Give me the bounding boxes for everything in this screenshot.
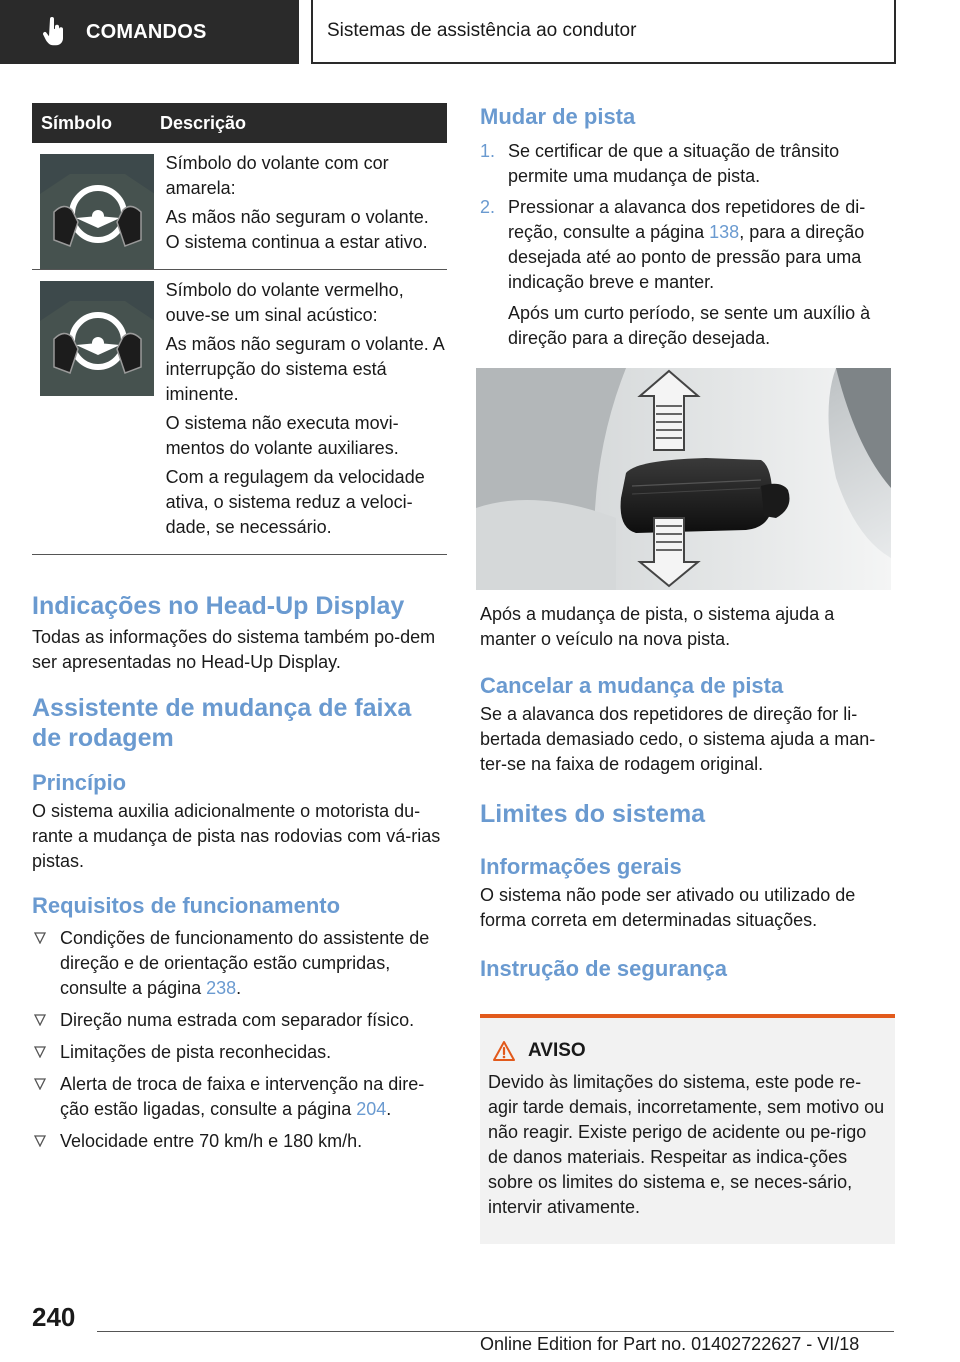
- list-item: Velocidade entre 70 km/h e 180 km/h.: [32, 1129, 447, 1154]
- general-text: O sistema não pode ser ativado ou utilizado de forma correta em determinadas situações.: [480, 885, 856, 930]
- triangle-bullet-icon: [34, 1078, 46, 1090]
- heading-lane-assistant: Assistente de mudança de faixa de rodagem: [32, 694, 412, 752]
- left-column: [32, 591, 447, 1161]
- column-description: Descrição: [160, 112, 247, 133]
- list-item: Alerta de troca de faixa e intervenção na dire-ção estão ligadas, consulte a página 204.: [32, 1072, 447, 1122]
- heading-hud: Indicações no Head-Up Display: [32, 592, 405, 620]
- section-title: COMANDOS: [86, 20, 207, 43]
- warning-text: Devido às limitações do sistema, este pode re-agir tarde demais, incorretamente, sem motivo ou não reagir. Existe perigo de acidente ou pe-rigo de danos materiais. Respeitar as indica-ções sobre os limites do sistema e, se neces-sário, intervir ativamente.: [488, 1072, 885, 1217]
- triangle-bullet-icon: [34, 1014, 46, 1026]
- edition-text: Online Edition for Part no. 01402722627 - VI/18: [480, 1334, 860, 1354]
- hud-text: Todas as informações do sistema também po-dem ser apresentadas no Head-Up Display.: [32, 627, 436, 672]
- page-number: 240: [32, 1302, 76, 1332]
- page-link[interactable]: 238: [206, 978, 237, 998]
- section-tab: [0, 0, 299, 64]
- list-item: Condições de funcionamento do assistente de direção e de orientação estão cumpridas, consulte a página 238.: [32, 926, 447, 1001]
- chapter-header: [311, 0, 896, 64]
- symbol-table: [32, 103, 447, 555]
- right-column-top: [480, 103, 895, 357]
- heading-principle: Princípio: [32, 770, 127, 795]
- heading-safety: Instrução de segurança: [480, 956, 727, 981]
- table-row: [32, 270, 447, 555]
- column-symbol: Símbolo: [41, 112, 112, 133]
- row-description: Símbolo do volante vermelho, ouve-se um sinal acústico: As mãos não seguram o volante. A interrupção do sistema está iminente. O sistema não executa movi-mentos do volante auxiliares. Com a regulagem da velocidade ativa, o sistema reduz a veloci-dade, se necessário.: [165, 280, 444, 537]
- table-header: [32, 103, 447, 143]
- principle-text: O sistema auxilia adicionalmente o motorista du-rante a mudança de pista nas rodovias com vá-rias pistas.: [32, 801, 441, 871]
- heading-general-info: Informações gerais: [480, 854, 682, 879]
- heading-limits: Limites do sistema: [480, 800, 706, 828]
- steps-list: [480, 139, 895, 351]
- list-item: Direção numa estrada com separador físico.: [32, 1008, 447, 1033]
- right-column-bottom: [480, 602, 895, 983]
- turn-signal-lever-image: [476, 368, 891, 590]
- heading-requirements: Requisitos de funcionamento: [32, 893, 341, 918]
- steering-wheel-yellow-icon: [40, 154, 154, 269]
- table-row: [32, 143, 447, 270]
- list-item: 2. Pressionar a alavanca dos repetidores de di-reção, consulte a página 138, para a direção desejada até ao ponto de pressão para uma indicação breve e manter. Após um curto período, se sente um auxílio à direção para a direção desejada.: [480, 197, 871, 348]
- hand-pointer-icon: [42, 17, 66, 47]
- requirements-list: [32, 926, 447, 1154]
- triangle-bullet-icon: [34, 1135, 46, 1147]
- page-link[interactable]: 204: [356, 1099, 387, 1119]
- warning-triangle-icon: [492, 1040, 516, 1062]
- triangle-bullet-icon: [34, 932, 46, 944]
- heading-cancel: Cancelar a mudança de pista: [480, 673, 784, 698]
- cancel-text: Se a alavanca dos repetidores de direção for li-bertada demasiado cedo, o sistema ajuda a man-ter-se na faixa de rodagem original.: [480, 704, 876, 774]
- warning-box: [480, 1014, 895, 1244]
- steering-wheel-red-icon: [40, 281, 154, 396]
- footer-divider: [97, 1331, 894, 1332]
- chapter-title: Sistemas de assistência ao condutor: [327, 20, 637, 41]
- row-description: Símbolo do volante com cor amarela: As mãos não seguram o volante. O sistema continua a estar ativo.: [165, 153, 429, 252]
- list-item: Limitações de pista reconhecidas.: [32, 1040, 447, 1065]
- page-link[interactable]: 138: [709, 222, 740, 242]
- warning-title: AVISO: [492, 1040, 887, 1062]
- after-change-text: Após a mudança de pista, o sistema ajuda a manter o veículo na nova pista.: [480, 604, 835, 649]
- list-item: 1. Se certificar de que a situação de trânsito permite uma mudança de pista.: [480, 141, 840, 186]
- triangle-bullet-icon: [34, 1046, 46, 1058]
- heading-change-lane: Mudar de pista: [480, 104, 636, 129]
